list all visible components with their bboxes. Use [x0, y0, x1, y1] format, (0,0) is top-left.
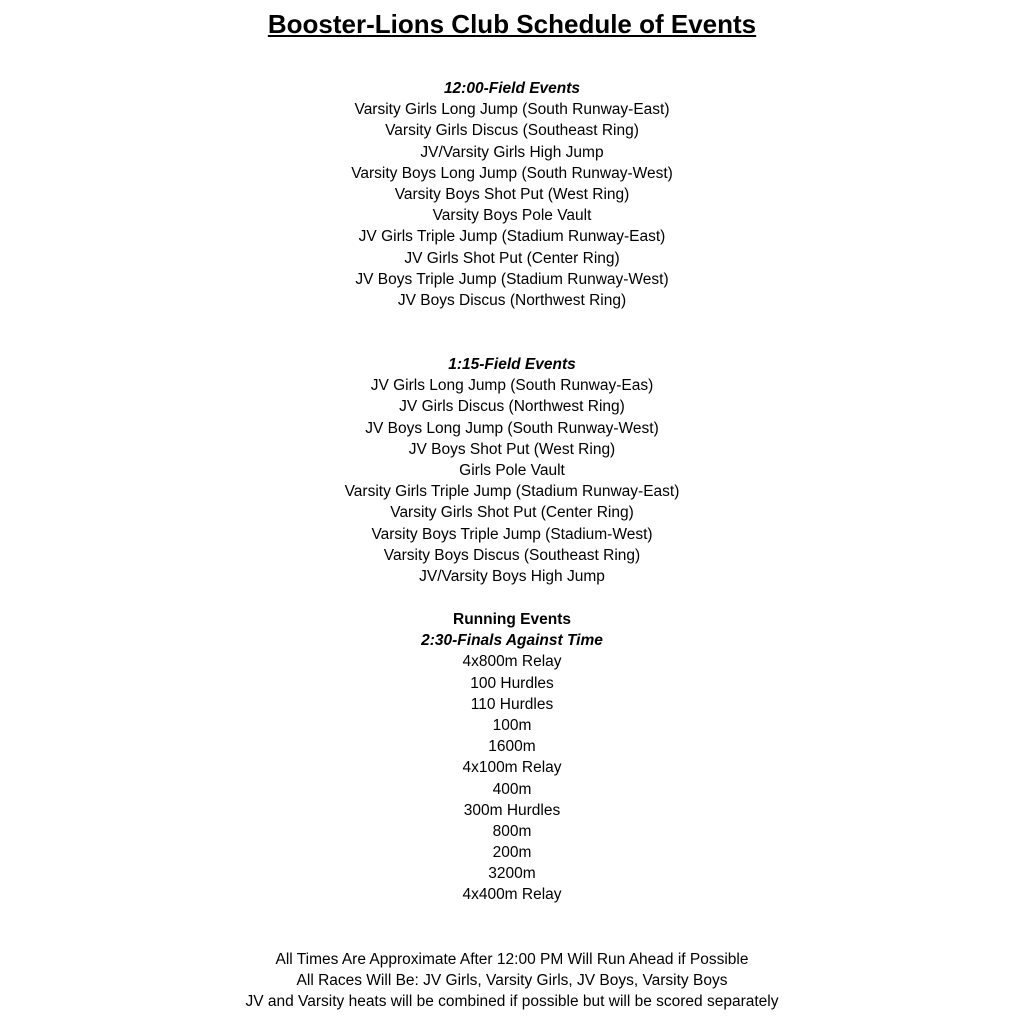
event-item: Girls Pole Vault — [459, 461, 565, 479]
event-item: JV Girls Triple Jump (Stadium Runway-East) — [358, 228, 666, 246]
note-line: JV and Varsity heats will be combined if possible but will be scored separately — [245, 993, 779, 1011]
event-item: JV Boys Long Jump (South Runway-West) — [365, 419, 659, 437]
event-item: 300m Hurdles — [463, 801, 561, 819]
notes-section — [0, 949, 1024, 1013]
field-events-1200-section — [0, 78, 1024, 311]
event-item: 110 Hurdles — [470, 695, 554, 713]
event-item: 3200m — [488, 865, 536, 883]
event-item: 4x800m Relay — [462, 653, 562, 671]
event-item: JV Girls Shot Put (Center Ring) — [404, 249, 620, 267]
field-events-1200-heading: 12:00-Field Events — [443, 80, 581, 97]
field-events-115-section — [0, 354, 1024, 587]
event-item: Varsity Boys Shot Put (West Ring) — [394, 185, 630, 203]
document-title: Booster-Lions Club Schedule of Events — [267, 9, 757, 39]
event-item: 4x100m Relay — [462, 759, 562, 777]
event-item: JV Girls Discus (Northwest Ring) — [399, 398, 625, 416]
note-line: All Races Will Be: JV Girls, Varsity Girls, JV Boys, Varsity Boys — [296, 972, 728, 990]
event-item: JV/Varsity Girls High Jump — [420, 143, 604, 161]
event-item: Varsity Girls Discus (Southeast Ring) — [385, 122, 639, 140]
note-line: All Times Are Approximate After 12:00 PM Will Run Ahead if Possible — [275, 951, 749, 968]
field-events-115-heading: 1:15-Field Events — [448, 356, 576, 373]
event-item: 1600m — [488, 738, 536, 756]
event-item: JV Boys Shot Put (West Ring) — [408, 440, 616, 458]
event-item: Varsity Boys Pole Vault — [432, 207, 592, 225]
running-events-subheading: 2:30-Finals Against Time — [421, 632, 603, 650]
event-item: 100m — [492, 716, 532, 734]
event-item: JV Girls Long Jump (South Runway-Eas) — [370, 377, 654, 395]
event-item: Varsity Boys Discus (Southeast Ring) — [383, 546, 641, 564]
running-events-section — [0, 609, 1024, 906]
event-item: Varsity Girls Long Jump (South Runway-East) — [354, 101, 670, 119]
event-item: 200m — [492, 844, 532, 862]
event-item: 800m — [492, 822, 532, 840]
event-item: 100 Hurdles — [470, 674, 554, 692]
event-item: JV/Varsity Boys High Jump — [419, 567, 605, 585]
event-item: 400m — [492, 780, 532, 798]
event-item: 4x400m Relay — [462, 886, 562, 904]
event-item: JV Boys Triple Jump (Stadium Runway-West) — [355, 270, 669, 288]
event-item: Varsity Girls Triple Jump (Stadium Runway-East) — [344, 483, 680, 501]
running-events-heading: Running Events — [453, 611, 571, 628]
event-item: Varsity Boys Triple Jump (Stadium-West) — [371, 525, 653, 543]
event-item: JV Boys Discus (Northwest Ring) — [397, 291, 627, 309]
event-item: Varsity Boys Long Jump (South Runway-West) — [351, 164, 673, 182]
event-item: Varsity Girls Shot Put (Center Ring) — [390, 504, 634, 522]
